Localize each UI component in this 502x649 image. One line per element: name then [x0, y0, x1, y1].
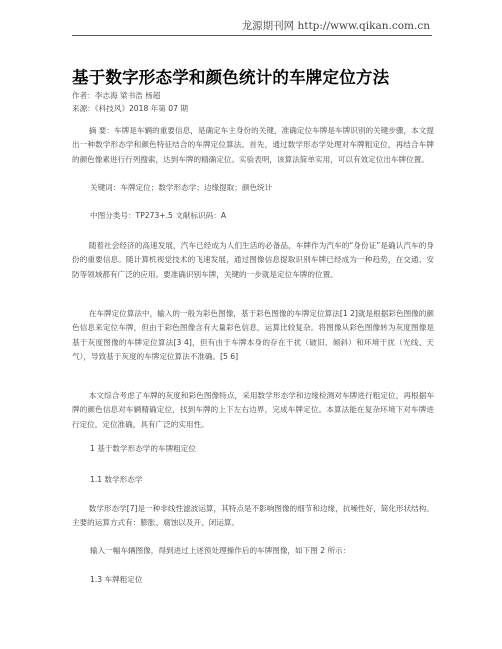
section-heading-1: 1 基于数学形态学的车牌粗定位 [90, 444, 196, 453]
morphology-paragraph: 数学形态学[7]是一种非线性滤波运算，其特点是不影响图像的细节和边缘，抗噪性好，简化形状结构。主要的运算方式有：膨胀、腐蚀以及开、闭运算。 [72, 504, 434, 528]
figure-intro-line: 输入一幅车辆图像，得到进过上述预处理操作后的车牌图像，如下图 2 所示： [90, 546, 351, 555]
header-divider [72, 35, 432, 36]
background-paragraph: 在车牌定位算法中，输入的一般为彩色图像，基于彩色图像的车牌定位算法[1 2]就是根据彩色图像的颜色信息来定位车牌，但由于彩色图像含有大量彩色信息，运算比较复杂。将图像从彩色图像转为灰度图像是基于灰度图像的车牌定位算法[3 4]，但有由于车牌本身的存在干扰（破旧、倾斜）和环境干扰（光线、天气），导致基于灰度的车牌定位算法不准确。[5 6] [72, 309, 434, 361]
source-line: 来源：《科技风》2018 年第 07 期 [72, 104, 188, 113]
article-title: 基于数字形态学和颜色统计的车牌定位方法 [72, 68, 390, 87]
site-header[interactable]: 龙源期刊网 http://www.qikan.com.cn [241, 20, 430, 32]
keywords-line: 关键词：车牌定位；数学形态学；边缘提取；颜色统计 [90, 183, 273, 192]
authors-line: 作者：李志海 梁书浩 杨超 [72, 91, 161, 100]
intro-paragraph: 随着社会经济的高速发展，汽车已经成为人们生活的必备品，车牌作为汽车的“身份证”是确认汽车的身份的重要信息。随计算机视觉技术的飞速发展，通过图像信息提取识别车牌已经成为一种趋势，在交通、安防等领域都有广泛的应用。要准确识别车牌，关键的一步就是定位车牌的位置。 [72, 241, 434, 279]
section-heading-1-3: 1.3 车牌粗定位 [90, 575, 143, 584]
abstract-paragraph: 摘 要：车牌是车辆的重要信息，是确定车主身份的关键，准确定位车牌是车牌识别的关键步骤，本文提出一种数学形态学和颜色特征结合的车牌定位算法。首先，通过数学形态学处理对车牌粗定位，再结合车牌的颜色像素进行行列搜索，达到车牌的精确定位。实验表明，该算法简单实用，可以有效定位出车牌位置。 [72, 126, 434, 164]
method-paragraph: 本文综合考虑了车牌的灰度和彩色图像特点，采用数学形态学和边缘检测对车牌进行粗定位，再根据车牌的颜色信息对车辆精确定位，找到车牌的上下左右边界，完成车牌定位。本算法能在复杂环境下对车牌进行定位，定位准确，具有广泛的实用性。 [72, 391, 434, 429]
classification-line: 中图分类号：TP273+.5 文献标识码：A [90, 211, 227, 220]
section-heading-1-1: 1.1 数学形态学 [90, 475, 143, 484]
